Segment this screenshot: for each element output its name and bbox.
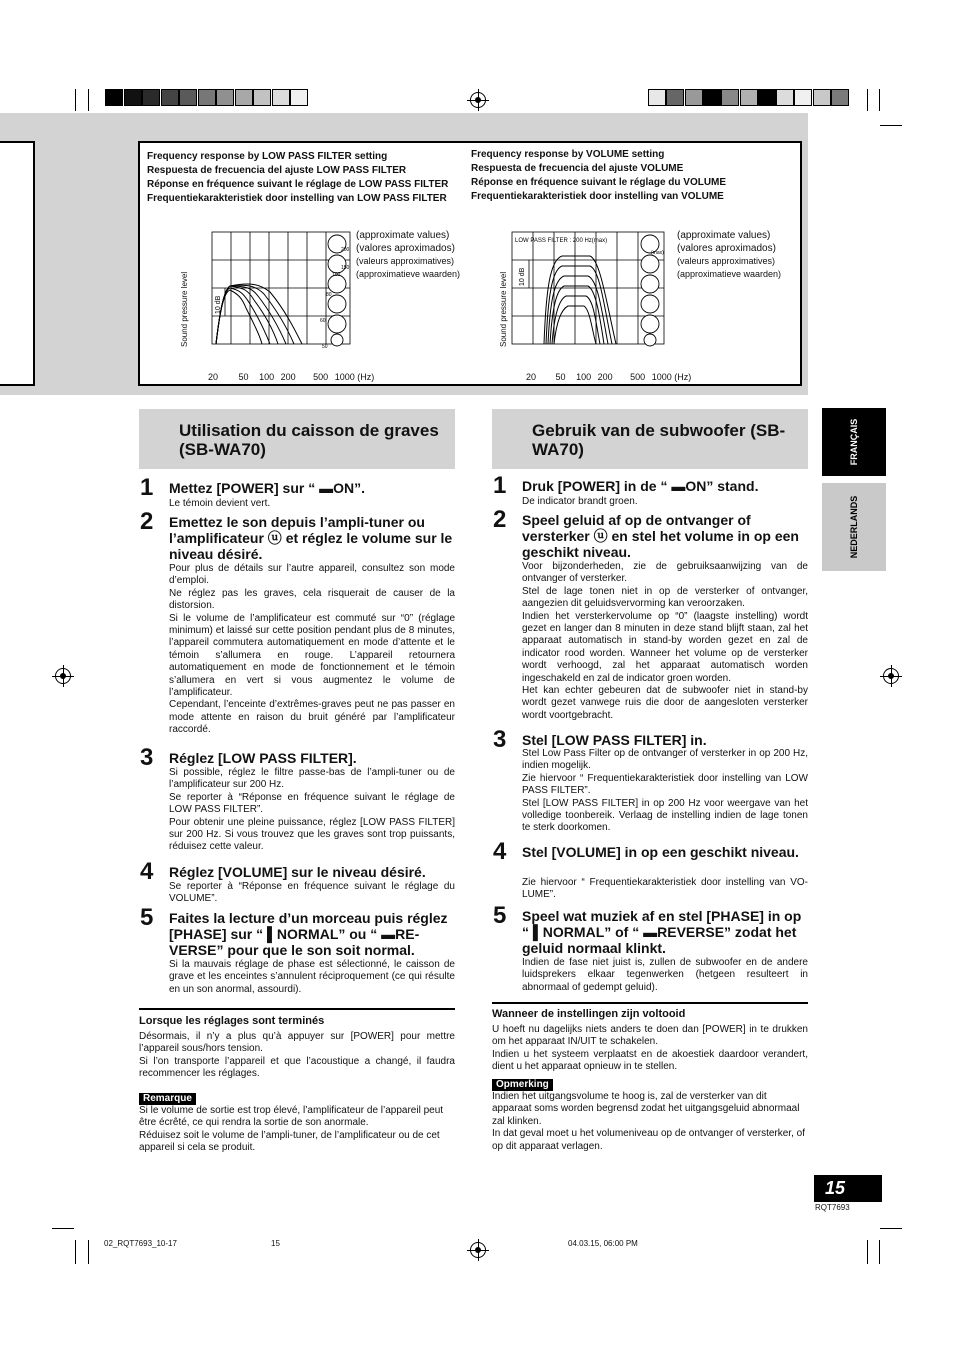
vol-scale-label: 10 dB bbox=[519, 267, 526, 286]
registration-mark-icon bbox=[470, 1242, 486, 1258]
model-code: RQT7693 bbox=[815, 1203, 850, 1212]
step-title: Stel [LOW PASS FILTER] in. bbox=[522, 732, 707, 748]
nl-after-title: Wanneer de instellingen zijn voltooid bbox=[492, 1008, 686, 1020]
color-swatch bbox=[648, 89, 666, 106]
fr-note-badge: Remarque bbox=[139, 1093, 196, 1105]
approx-nl: (approximatieve waarden) bbox=[677, 269, 782, 279]
approx-fr: (valeurs approximatives) bbox=[677, 256, 776, 266]
step-title: Speel geluid af op de ontvanger of versterker ⓤ en stel het volume in op een geschikt niveau. bbox=[522, 512, 799, 560]
knob-label: 50 bbox=[322, 344, 328, 350]
knob-label: 100 bbox=[332, 272, 341, 278]
color-swatch bbox=[198, 89, 216, 106]
figure-side-bracket bbox=[0, 141, 35, 386]
step-body: Si la mauvais réglage de phase est sélectionné, le caisson de grave et les enceintes s’annulent réciproquement (ce qui résulte en un son anormal, assourdi). bbox=[169, 959, 455, 995]
x-tick: 1000 bbox=[651, 372, 672, 382]
step-title: Emettez le son depuis l’ampli-tuner ou l’amplificateur ⓤ et réglez le volume sur le niveau désiré. bbox=[169, 514, 453, 562]
color-swatch bbox=[666, 89, 684, 106]
color-swatch bbox=[142, 89, 160, 106]
lpf-graph bbox=[190, 230, 355, 370]
color-swatch bbox=[831, 89, 849, 106]
color-swatch bbox=[179, 89, 197, 106]
tab-francais-label: FRANÇAIS bbox=[849, 418, 859, 466]
footer-filename: 02_RQT7693_10-17 bbox=[104, 1239, 177, 1248]
x-tick: 500 bbox=[313, 372, 329, 382]
step-title: Réglez [LOW PASS FILTER]. bbox=[169, 750, 357, 766]
fr-note-body: Si le volume de sortie est trop élevé, l’amplificateur de l’appareil peut être écrêté, ce qui rendra la sortie de son anormale. Réduisez soit le volume de l’ampli-tuner, de l’amplificateur ou de cet appareil si cela se produit. bbox=[139, 1105, 444, 1154]
x-tick-unit: (Hz) bbox=[674, 372, 692, 382]
step-number: 1 bbox=[493, 472, 507, 499]
vol-captions bbox=[471, 148, 726, 204]
lpf-caption-es: Respuesta de frecuencia del ajuste LOW PASS FILTER bbox=[147, 165, 407, 176]
vol-inner-label: LOW PASS FILTER : 200 Hz(max) bbox=[515, 238, 608, 244]
color-swatch bbox=[794, 89, 812, 106]
vol-y-axis-label: Sound pressure level bbox=[499, 271, 508, 347]
x-tick: 500 bbox=[630, 372, 646, 382]
step-number: 2 bbox=[493, 506, 507, 533]
nl-after-body: U hoeft nu dagelijks niets anders te doen dan [POWER] in te drukken om het apparaat IN/UIT te schakelen. Indien u het systeem verplaatst en de akoestiek daardoor verandert, dient u het apparaat opnieuw in te stellen. bbox=[492, 1024, 808, 1073]
knob-label: 60 bbox=[320, 318, 326, 324]
tab-francais[interactable] bbox=[822, 408, 886, 476]
x-tick: 20 bbox=[526, 372, 537, 382]
step-body: Stel Low Pass Filter op de ontvanger of versterker in op 200 Hz, indien mogelijk. Zie hiervoor “ Frequentiekarakteristiek door instelling van LOW PASS FILTER”. Stel [LOW PASS FILTER] in op 200 Hz voor weergave van het volledige toonbereik. Verlaag de instelling indien de lage tonen te sterk doorkomen. bbox=[522, 748, 808, 834]
figure-box bbox=[138, 141, 802, 386]
fr-divider bbox=[139, 1008, 455, 1010]
step-body: Si possible, réglez le filtre passe-bas de l’ampli-tuner ou de l’amplificateur sur 200 Hz. Se reporter à “Réponse en fréquence suivant le réglage de LOW PASS FILTER”. Pour obtenir une pleine puissance, réglez [LOW PASS FILTER] sur 200 Hz. Si vous trouvez que les graves sont trop puissants, réduisez cette valeur. bbox=[169, 767, 455, 853]
x-tick-unit: (Hz) bbox=[357, 372, 375, 382]
vol-knob-max: (max) bbox=[651, 250, 664, 256]
step-number: 3 bbox=[493, 726, 507, 753]
page-number-box bbox=[814, 1175, 882, 1202]
vol-graph bbox=[508, 230, 673, 370]
color-swatch bbox=[685, 89, 703, 106]
step-body: Le témoin devient vert. bbox=[169, 498, 271, 509]
color-swatch bbox=[216, 89, 234, 106]
vol-x-ticks bbox=[526, 372, 691, 382]
step-title: Mettez [POWER] sur “ ▬ON”. bbox=[169, 480, 366, 496]
fr-after-title: Lorsque les réglages sont terminés bbox=[139, 1015, 325, 1027]
color-swatch bbox=[776, 89, 794, 106]
color-swatch bbox=[105, 89, 123, 106]
approx-es: (valores aproximados) bbox=[356, 243, 455, 254]
step-body: Zie hiervoor “ Frequentiekarakteristiek door instelling van VO-LUME”. bbox=[522, 877, 808, 901]
x-tick: 200 bbox=[597, 372, 613, 382]
step-body: De indicator brandt groen. bbox=[522, 496, 638, 507]
step-number: 2 bbox=[140, 508, 154, 535]
x-tick: 1000 bbox=[334, 372, 355, 382]
color-swatch bbox=[161, 89, 179, 106]
step-number: 5 bbox=[140, 904, 154, 931]
nl-section-heading: Gebruik van de subwoofer (SB-WA70) bbox=[492, 409, 808, 469]
step-body: Se reporter à “Réponse en fréquence suivant le réglage du VOLUME”. bbox=[169, 881, 455, 905]
footer-date: 04.03.15, 06:00 PM bbox=[568, 1239, 638, 1248]
tab-nederlands-label: NEDERLANDS bbox=[849, 495, 859, 559]
x-tick: 100 bbox=[259, 372, 275, 382]
fr-after-body: Désormais, il n’y a plus qu’à appuyer sur [POWER] pour mettre l’appareil sous/hors tension. Si l’on transporte l’appareil et que l’acoustique a changé, il faudra recommencer les réglages. bbox=[139, 1031, 455, 1080]
color-swatch bbox=[721, 89, 739, 106]
step-title: Réglez [VOLUME] sur le niveau désiré. bbox=[169, 864, 426, 880]
color-swatch bbox=[758, 89, 776, 106]
color-swatch bbox=[740, 89, 758, 106]
registration-mark-icon bbox=[55, 668, 71, 684]
step-title: Faites la lecture d’un morceau puis réglez [PHASE] sur “ ▌NORMAL” ou “ ▬RE-VERSE” pour que le son soit normal. bbox=[169, 910, 448, 958]
nl-note-badge: Opmerking bbox=[492, 1079, 553, 1091]
knob-label: 200 bbox=[341, 247, 350, 253]
color-swatch bbox=[253, 89, 271, 106]
footer-page: 15 bbox=[271, 1239, 280, 1248]
tab-nederlands[interactable] bbox=[822, 483, 886, 571]
x-tick: 200 bbox=[280, 372, 296, 382]
nl-divider bbox=[492, 1002, 808, 1004]
step-body: Indien de fase niet juist is, zullen de subwoofer en de andere luidsprekers elkaar tegenwerken (hetgeen resulteert in abnormaal of gedempt geluid). bbox=[522, 957, 808, 993]
lpf-caption-en: Frequency response by LOW PASS FILTER setting bbox=[147, 151, 388, 162]
x-tick: 50 bbox=[555, 372, 566, 382]
nl-note-body: Indien het uitgangsvolume te hoog is, zal de versterker van dit apparaat soms worden begrensd zodat het uitgangsgeluid abnormaal zal klinken. In dat geval moet u het volumeniveau op de ontvanger of versterker, of op dit apparaat verlagen. bbox=[492, 1091, 805, 1152]
vol-caption-es: Respuesta de frecuencia del ajuste VOLUME bbox=[471, 163, 684, 174]
approx-es: (valores aproximados) bbox=[677, 243, 776, 254]
color-swatch bbox=[272, 89, 290, 106]
color-swatch bbox=[235, 89, 253, 106]
approx-fr: (valeurs approximatives) bbox=[356, 256, 455, 266]
x-tick: 100 bbox=[576, 372, 592, 382]
color-swatch bbox=[124, 89, 142, 106]
step-title: Speel wat muziek af en stel [PHASE] in op “ ▌NORMAL” of “ ▬REVERSE” zodat het geluid normaal klinkt. bbox=[522, 908, 802, 956]
lpf-scale-label: 10 dB bbox=[215, 295, 222, 314]
vol-caption-nl: Frequentiekarakteristiek door instelling van VOLUME bbox=[471, 191, 724, 202]
step-number: 1 bbox=[140, 474, 154, 501]
step-body: Voor bijzonderheden, zie de gebruiksaanwijzing van de ontvanger of versterker. Stel de lage tonen niet in op de versterker of ontvanger, aangezien dit geluidsvervorming kan veroorzaken. Indien het versterkervolume op “0” (laagste instelling) wordt gezet en langer dan 8 minuten in deze stand blijft staan, zal het apparaat automatisch in stand-by worden gezet en zal de indicator rood worden. Wanneer het volume op de versterker wordt verhoogd, zal het apparaat automatisch worden ingeschakeld en zal de indicator groen worden. Het kan echter gebeuren dat de subwoofer niet in stand-by wordt gezet vanwege ruis die door de aangesloten versterker wordt voortgebracht. bbox=[522, 561, 808, 721]
color-swatch bbox=[290, 89, 308, 106]
approx-nl: (approximatieve waarden) bbox=[356, 269, 461, 279]
step-body: Pour plus de détails sur l’autre appareil, consultez son mode d’emploi. Ne réglez pas les graves, cela risquerait de causer de la distorsion. Si le volume de l’amplificateur est commuté sur “0” (réglage minimum) et laissé sur cette position pendant plus de 8 minutes, l’appareil commutera automatiquement en mode d’attente et le témoin s’allumera en rouge. L’appareil retournera automatiquement en mode de fonctionnement et le témoin s’allumera en vert si vous augmentez le volume de l’amplificateur. Cependant, l’enceinte d’extrêmes-graves peut ne pas passer en mode attente en raison du bruit généré par l’amplificateur raccordé. bbox=[169, 563, 455, 736]
x-tick: 20 bbox=[208, 372, 219, 382]
step-number: 4 bbox=[493, 838, 507, 865]
page-number: 15 bbox=[825, 1178, 846, 1198]
lpf-approx-note bbox=[356, 229, 460, 281]
vol-caption-en: Frequency response by VOLUME setting bbox=[471, 149, 665, 160]
vol-caption-fr: Réponse en fréquence suivant le réglage du VOLUME bbox=[471, 177, 727, 188]
color-swatch bbox=[703, 89, 721, 106]
lpf-x-ticks bbox=[208, 372, 374, 382]
step-number: 3 bbox=[140, 744, 154, 771]
color-swatch bbox=[813, 89, 831, 106]
knob-label: 150 bbox=[341, 265, 350, 271]
lpf-y-axis-label: Sound pressure level bbox=[180, 271, 189, 347]
step-title: Druk [POWER] in de “ ▬ON” stand. bbox=[522, 478, 759, 494]
approx-en: (approximate values) bbox=[677, 230, 771, 241]
x-tick: 50 bbox=[238, 372, 249, 382]
lpf-caption-nl: Frequentiekarakteristiek door instelling van LOW PASS FILTER bbox=[147, 193, 447, 204]
fr-section-heading: Utilisation du caisson de graves (SB-WA70) bbox=[139, 409, 455, 469]
step-title: Stel [VOLUME] in op een geschikt niveau. bbox=[522, 844, 799, 860]
registration-mark-icon bbox=[883, 668, 899, 684]
step-number: 5 bbox=[493, 902, 507, 929]
registration-mark-icon bbox=[470, 92, 486, 108]
lpf-caption-fr: Réponse en fréquence suivant le réglage de LOW PASS FILTER bbox=[147, 179, 449, 190]
step-number: 4 bbox=[140, 858, 154, 885]
knob-label: 80 bbox=[326, 292, 332, 298]
vol-approx-note bbox=[677, 229, 781, 281]
approx-en: (approximate values) bbox=[356, 230, 450, 241]
lpf-captions bbox=[147, 150, 448, 206]
